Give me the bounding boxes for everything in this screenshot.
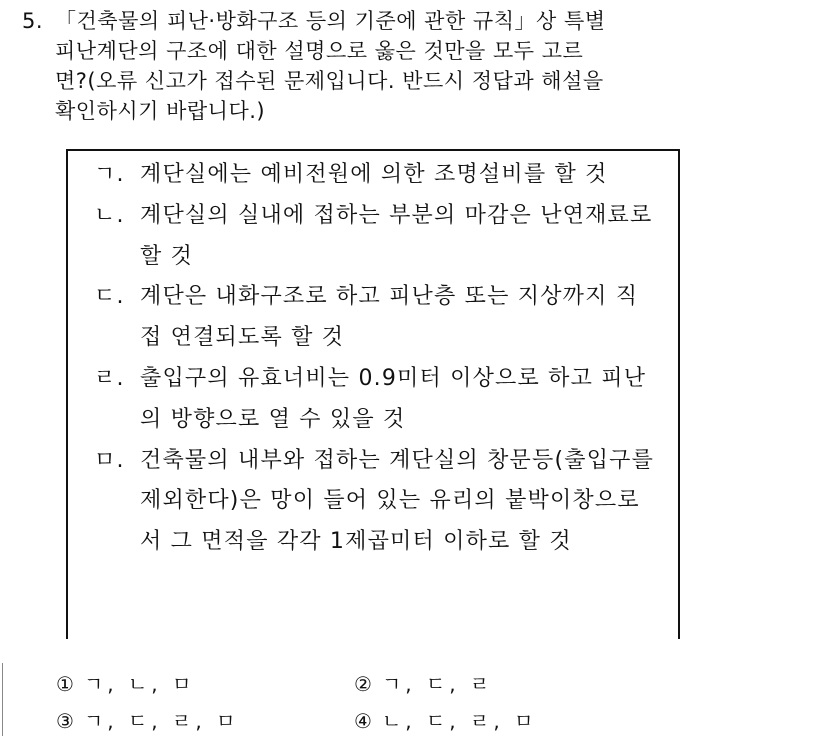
question-stem: [22, 6, 802, 126]
question-number: 5.: [22, 9, 44, 33]
statement-label: ㄱ.: [94, 162, 125, 187]
statement-item-mieum: [94, 441, 660, 563]
statement-item-giyeok: [94, 155, 660, 196]
statement-label: ㄴ.: [94, 202, 125, 228]
choice-4[interactable]: [354, 703, 537, 740]
question-line-2: [22, 36, 802, 66]
choice-value: ㄱ, ㄴ, ㅁ: [83, 672, 196, 696]
left-margin-rule: [2, 663, 3, 736]
choice-1[interactable]: [56, 666, 195, 703]
question-text: 「건축물의 피난·방화구조 등의 기준에 관한 규칙」상 특별: [55, 9, 606, 33]
choice-value: ㄴ, ㄷ, ㄹ, ㅁ: [381, 709, 538, 733]
choice-3[interactable]: [56, 703, 239, 740]
statement-item-digeut: [94, 277, 660, 359]
statement-item-rieul: [94, 359, 660, 441]
choice-value: ㄱ, ㄷ, ㄹ: [381, 672, 494, 696]
question-text: 피난계단의 구조에 대한 설명으로 옳은 것만을 모두 고르: [55, 39, 584, 63]
question-line-1: [22, 6, 802, 36]
statement-label: ㄷ.: [94, 284, 125, 310]
statement-label: ㅁ.: [94, 447, 125, 473]
choice-number: ③: [56, 709, 74, 733]
statement-text: 계단실의 실내에 접하는 부분의 마감은 난연재료로 할 것: [140, 202, 653, 269]
statement-text: 계단실에는 예비전원에 의한 조명설비를 할 것: [140, 162, 608, 187]
choice-value: ㄱ, ㄷ, ㄹ, ㅁ: [83, 709, 240, 733]
statement-label: ㄹ.: [94, 365, 125, 391]
question-line-3: [22, 66, 802, 96]
statement-text: 건축물의 내부와 접하는 계단실의 창문등(출입구를 제외한다)은 망이 들어 있는 유리의 붙박이창으로서 그 면적을 각각 1제곱미터 이하로 할 것: [140, 447, 655, 555]
question-text: 면?(오류 신고가 접수된 문제입니다. 반드시 정답과 해설을: [55, 69, 604, 93]
statement-text: 출입구의 유효너비는 0.9미터 이상으로 하고 피난의 방향으로 열 수 있을 것: [140, 365, 647, 432]
statement-box: [66, 149, 680, 639]
choice-number: ④: [354, 709, 372, 733]
choice-number: ②: [354, 672, 372, 696]
statement-list: [94, 155, 660, 563]
choice-2[interactable]: [354, 666, 493, 703]
statement-item-nieun: [94, 196, 660, 278]
choice-number: ①: [56, 672, 74, 696]
question-line-4: [22, 96, 802, 126]
statement-text: 계단은 내화구조로 하고 피난층 또는 지상까지 직접 연결되도록 할 것: [140, 284, 639, 351]
question-text: 확인하시기 바랍니다.): [55, 99, 266, 123]
